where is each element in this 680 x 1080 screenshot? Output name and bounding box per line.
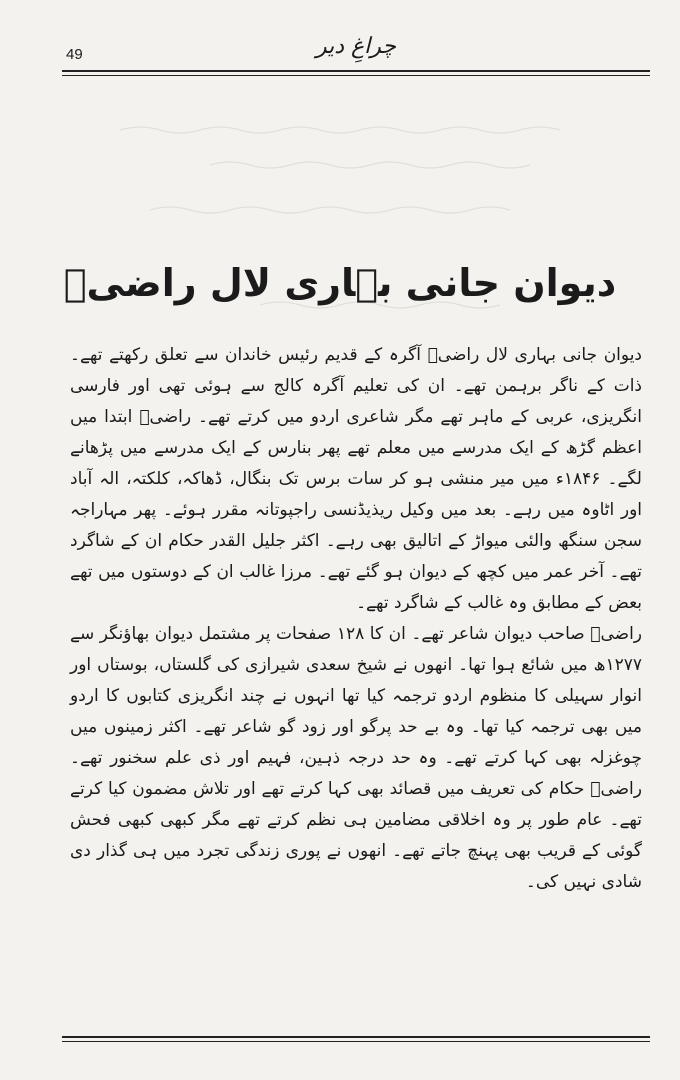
article-title: دیوان جانی بہاری لال راضیؔ <box>63 261 617 306</box>
article-body <box>70 340 642 898</box>
header-rule-thick <box>62 70 650 72</box>
running-head: چراغِ دیر <box>315 34 397 59</box>
paragraph: راضیؔ صاحب دیوان شاعر تھے۔ ان کا ۱۲۸ صفحات پر مشتمل دیوان بھاؤنگر سے ۱۲۷۷ھ میں شائع ہوا تھا۔ انھوں نے شیخ سعدی شیرازی کی گلستاں، بوستاں اور انوار سہیلی کا منظوم اردو ترجمہ کیا تھا انہوں نے چند انگریزی کتابوں کا اردو میں بھی ترجمہ کیا تھا۔ وہ بے حد پرگو اور زود گو شاعر تھے۔ اکثر زمینوں میں چوغزلہ بھی کہا کرتے تھے۔ وہ حد درجہ ذہین، فہیم اور ذی علم سخنور تھے۔ راضیؔ حکام کی تعریف میں قصائد بھی کہا کرتے تھے اور تلاش مضمون کیا کرتے تھے۔ عام طور پر وہ اخلاقی مضامین ہی نظم کرتے تھے مگر کبھی کبھی فحش گوئی کے قریب بھی پہنچ جاتے تھے۔ انھوں نے پوری زندگی تجرد میں ہی گذار دی شادی نہیں کی۔ <box>70 624 642 892</box>
page-header <box>62 34 650 74</box>
header-rule-thin <box>62 75 650 76</box>
paragraph: دیوان جانی بہاری لال راضیؔ آگرہ کے قدیم رئیس خاندان سے تعلق رکھتے تھے۔ ذات کے ناگر برہمن تھے۔ ان کی تعلیم آگرہ کالج سے ہوئی تھی اور فارسی انگریزی، عربی کے ماہر تھے مگر شاعری اردو میں کرتے تھے۔ راضیؔ ابتدا میں اعظم گڑھ کے ایک مدرسے میں معلم تھے پھر بنارس کے ایک مدرسے میں پڑھانے لگے۔ ۱۸۴۶ء میں میر منشی ہو کر سات برس تک بنگال، ڈھاکہ، کلکتہ، الہ آباد اور اٹاوہ میں رہے۔ بعد میں وکیل ریذیڈنسی راجپوتانہ مقرر ہوئے۔ پھر مہاراجہ سجن سنگھ والئی میواڑ کے اتالیق بھی رہے۔ اکثر جلیل القدر حکام ان کے شاگرد تھے۔ آخر عمر میں کچھ کے دیوان ہو گئے تھے۔ مرزا غالب ان کے دوستوں میں تھے بعض کے مطابق وہ غالب کے شاگرد تھے۔ <box>70 345 642 613</box>
footer-rule-thin <box>62 1041 650 1042</box>
footer-rule-thick <box>62 1036 650 1038</box>
page-number: 49 <box>66 46 83 63</box>
